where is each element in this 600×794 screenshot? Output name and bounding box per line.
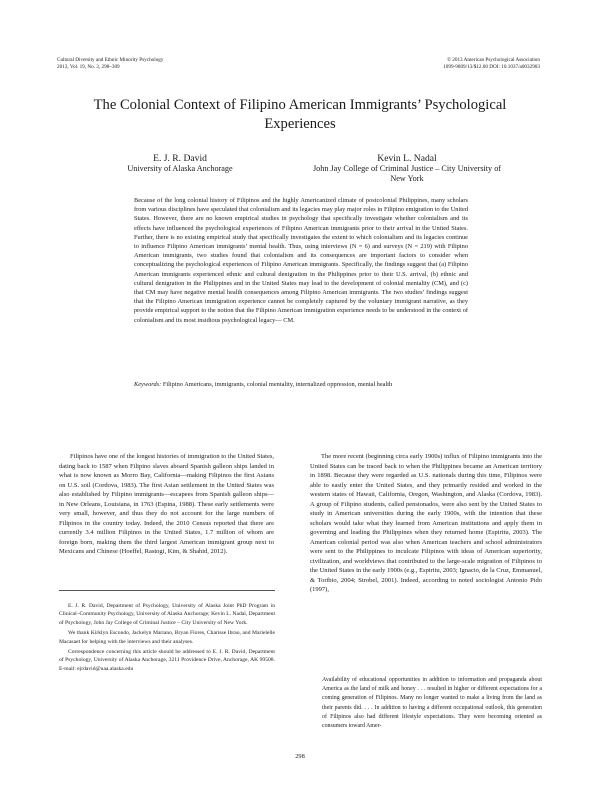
author-note-correspondence: Correspondence concerning this article should be addressed to E. J. R. David, Department of Psychology, University of Alaska Anchorage, 3211 Providence Drive, Anchorage, AK 99508. E-mail: ejrdavid@uaa.alaska.edu: [59, 649, 275, 672]
block-quote-text: Availability of educational opportunities in addition to information and propaganda about America as the land of milk and honey . . . resulted in higher or different expectations for a coming generation of Filipinos. Many no longer wanted to make a living from the land as their parents did. . . . In addition to having a different occupational outlook, this generation of Filipinos also had different lifestyle expectations. They were becoming oriented as consumers toward Amer-: [322, 677, 542, 730]
article-title: The Colonial Context of Filipino American Immigrants’ Psychological Experiences: [93, 97, 507, 132]
author-1: [105, 153, 255, 174]
right-column: [310, 452, 542, 595]
abstract: [134, 196, 468, 325]
author-1-name: E. J. R. David: [153, 153, 207, 164]
keywords-text: Filipino Americans, immigrants, colonial mentality, internalized oppression, mental health: [162, 381, 393, 388]
copyright-block: [443, 57, 540, 70]
journal-citation: [57, 57, 163, 70]
keywords: [134, 380, 468, 389]
left-column: [59, 452, 274, 557]
page-number: 298: [295, 753, 305, 760]
author-2-name: Kevin L. Nadal: [377, 153, 437, 164]
journal-volume: 2013, Vol. 19, No. 3, 298–309: [57, 63, 120, 70]
abstract-text: Because of the long colonial history of Filipinos and the highly Americanized climate of postcolonial Philippines, many scholars from various disciplines have speculated that colonialism and its legacies may play major roles in Filipino emigration to the United States. However, there are no known empirical studies in psychology that specifically investigate whether colonialism and its effects have influenced the psychological experiences of Filipino American immigrants prior to their arrival in the United States. Further, there is no existing empirical study that specifically investigates the extent to which colonialism and its legacies continue to influence Filipino American immigrants’ mental health. Thus, using interviews (N = 6) and surveys (N = 219) with Filipino American immigrants, two studies found that colonialism and its consequences are important factors to consider when conceptualizing the psychological experiences of Filipino American immigrants. Specifically, the findings suggest that (a) Filipino American immigrants experienced ethnic and cultural denigration in the Philippines prior to their U.S. arrival, (b) ethnic and cultural denigration in the Philippines and in the United States may lead to the development of colonial mentality (CM), and (c) that CM may have negative mental health consequences among Filipino American immigrants. The two studies’ findings suggest that the Filipino American immigration experience cannot be completely captured by the voluntary immigrant narrative, as they provide empirical support to the notion that the Filipino American immigration experience needs to be understood in the context of colonialism and its most insidious psychological legacy— CM.: [134, 197, 468, 324]
footnote-divider: [59, 590, 275, 591]
keywords-label: Keywords:: [134, 381, 162, 388]
history-paragraph: The more recent (beginning circa early 1900s) influx of Filipino immigrants into the United States can be traced back to when the Philippines became an American territory in 1898. Because they were regarded as U.S. nationals during this time, Filipinos were able to easily enter the United States, and they primarily resided and worked in the western states of Hawaii, California, Oregon, Washington, and Alaska (Cordova, 1983). A group of Filipino students, called pensionados, were also sent by the United States to study in American universities during the early 1900s, with the intention that these scholars would take what they learned from American institutions and apply them in governing and leading the Philippines when they returned home (Espiritu, 2003). The American colonial period was also when American teachers and school administrators were sent to the Philippines to inculcate Filipinos with ideas of American superiority, civilization, and worldviews that contributed to the large-scale migration of Filipinos to the United States in the early 1900s (e.g., Espiritu, 2003; Ignacio, de la Cruz, Emmanuel, & Toribio, 2004; Strobel, 2001). Indeed, according to noted sociologist Antonio Pido (1997),: [310, 453, 542, 593]
author-note: [59, 602, 275, 673]
doi-line: 1099-9809/13/$12.00 DOI: 10.1037/a0032903: [443, 63, 540, 70]
copyright-notice: © 2013 American Psychological Association: [447, 57, 540, 63]
journal-name: Cultural Diversity and Ethnic Minority Psychology: [57, 57, 164, 63]
author-1-affiliation: University of Alaska Anchorage: [127, 164, 233, 173]
intro-paragraph: Filipinos have one of the longest histories of immigration to the United States, dating back to 1587 when Filipino slaves aboard Spanish galleon ships landed in what is now known as Morro Bay, California—making Filipinos the first Asians on U.S. soil (Cordova, 1983). The first Asian settlement in the United States was also established by Filipino immigrants—escapees from Spanish galleon ships—in New Orleans, Louisiana, in 1763 (Espina, 1988). These early settlements were very small, however, and thus they do not account for the large numbers of Filipinos in the country today. Indeed, the 2010 Census reported that there are currently 3.4 million Filipinos in the United States, 1.7 million of whom are foreign born, making them the third largest American immigrant group next to Mexicans and Chinese (Hoeffel, Rastogi, Kim, & Shahid, 2012).: [59, 453, 274, 555]
author-2-affiliation: John Jay College of Criminal Justice – City University of New York: [312, 164, 502, 183]
block-quote: [322, 676, 542, 731]
author-note-affiliations: E. J. R. David, Department of Psychology, University of Alaska Joint PhD Program in Clinical–Community Psychology, University of Alaska Anchorage; Kevin L. Nadal, Department of Psychology, John Jay College of Criminal Justice – City University of New York.: [59, 603, 275, 626]
author-note-acknowledgments: We thank Kirklyn Escondo, Jackelyn Mariano, Bryan Flores, Charisse Ibrao, and Marielelle Macasaet for helping with the interviews and their analyses.: [59, 630, 275, 645]
author-2: [312, 153, 502, 183]
